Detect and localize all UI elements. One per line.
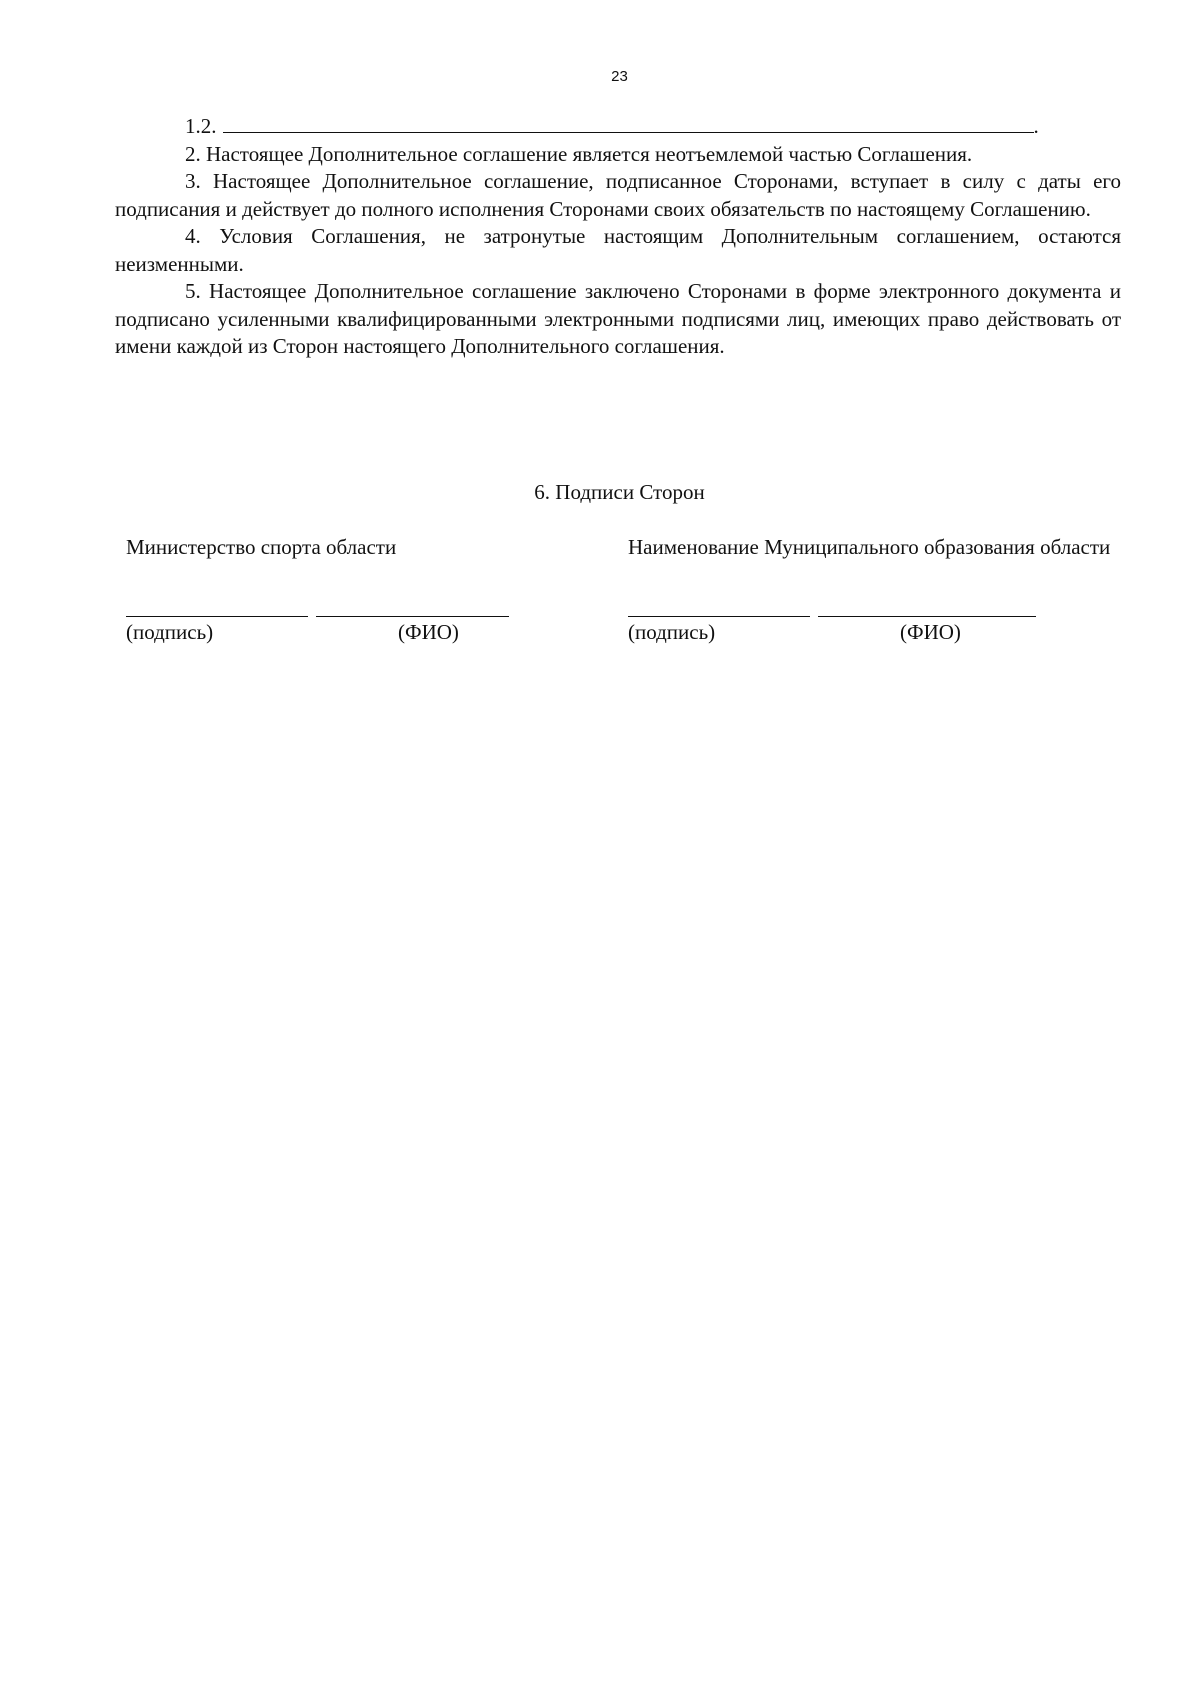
page-number: 23 bbox=[611, 68, 628, 85]
clause-1-2-number: 1.2. bbox=[185, 114, 217, 138]
signatures-title: 6. Подписи Сторон bbox=[534, 480, 705, 504]
left-name-caption: (ФИО) bbox=[398, 620, 459, 644]
clause-2: 2. Настоящее Дополнительное соглашение является неотъемлемой частью Соглашения. bbox=[185, 141, 973, 166]
clause-3: 3. Настоящее Дополнительное соглашение, подписанное Сторонами, вступает в силу с даты его подписания и действует до полного исполнения Сторонами своих обязательств по настоящему Соглашению. bbox=[115, 169, 1121, 221]
clause-5: 5. Настоящее Дополнительное соглашение заключено Сторонами в форме электронного документа и подписано усиленными квалифицированными электронными подписями лиц, имеющих право действовать от имени каждой из Сторон настоящего Дополнительного соглашения. bbox=[115, 279, 1121, 358]
agreement-body bbox=[115, 112, 1121, 361]
left-signature-line bbox=[126, 616, 308, 617]
right-name-caption: (ФИО) bbox=[900, 620, 961, 644]
clause-4: 4. Условия Соглашения, не затронутые настоящим Дополнительным соглашением, остаются неизменными. bbox=[115, 224, 1121, 276]
right-name-line bbox=[818, 616, 1036, 617]
clause-1-2 bbox=[115, 112, 1121, 141]
left-signature-caption: (подпись) bbox=[126, 620, 214, 644]
left-name-line bbox=[316, 616, 509, 617]
right-signature-caption: (подпись) bbox=[628, 620, 716, 644]
right-signature-line bbox=[628, 616, 810, 617]
clause-1-2-blank-field bbox=[223, 112, 1034, 133]
clause-1-2-end: . bbox=[1033, 114, 1039, 138]
left-party-name: Министерство спорта области bbox=[126, 535, 397, 559]
right-party-name: Наименование Муниципального образования области bbox=[628, 535, 1111, 559]
